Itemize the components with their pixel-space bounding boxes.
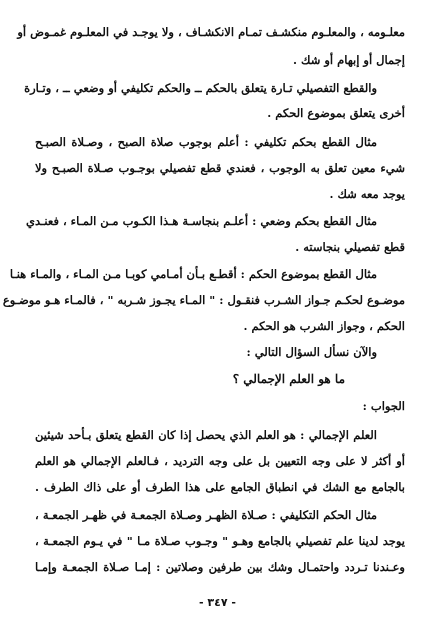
paragraph-line: أخرى يتعلق بموضوع الحكم .: [267, 106, 405, 120]
paragraph-line: بالجامع مع الشك في انطباق الجامع على هذا الطرف أو على ذاك الطرف .: [35, 480, 405, 494]
paragraph-line: يوجد لدينا علم تفصيلي بالجامع وهـو " وجـوب صـلاة مـا " في يـوم الجمعـة ،: [35, 534, 405, 548]
answer-label: الجواب :: [362, 399, 405, 413]
paragraph-line: شيء معين تعلق به الوجوب ، فعندي قطع تفصيلي بوجـوب صـلاة الصبـح ولا: [35, 161, 405, 175]
paragraph-line: والقطع التفصيلي تـارة يتعلق بالحكم ــ والحكم تكليفي أو وضعي ــ ، وتـارة: [24, 81, 377, 95]
paragraph-line: العلم الإجمالي : هو العلم الذي يحصل إذا كان القطع يتعلق بـأحد شيئين: [35, 428, 377, 442]
paragraph-line: مثال الحكم التكليفي : صـلاة الظهـر وصـلاة الجمعـة في ظهـر الجمعـة ،: [35, 508, 377, 522]
paragraph-line: يوجد معه شك .: [329, 187, 405, 201]
page-number: - ٣٤٧ -: [199, 596, 236, 609]
paragraph-line: إجمال أو إبهام أو شك .: [293, 53, 405, 67]
paragraph-line: مثال القطع بموضوع الحكم : أقطـع بـأن أمـامي كوبـا مـن المـاء ، والمـاء هنـا: [9, 267, 377, 281]
paragraph-line: أو أكثر لا على وجه التعيين بل على وجه الترديد ، فـالعلم الإجمالي هو العلم: [35, 454, 405, 468]
section-heading: ما هو العلم الإجمالي ؟: [232, 372, 345, 386]
paragraph-line: معلـومه ، والمعلـوم منكشـف تمـام الانكشـاف ، ولا يوجـد في المعلـوم غمـوض أو: [17, 25, 405, 39]
paragraph-line: الحكم ، وجواز الشرب هو الحكم .: [243, 319, 405, 333]
paragraph-line: موضـوع لحكـم جـواز الشـرب فنقـول : " المـاء يجـوز شـربه " ، فالمـاء هـو موضـوع: [2, 293, 405, 307]
paragraph-line: والآن نسأل السؤال التالي :: [246, 345, 377, 359]
paragraph-line: قطع تفصيلي بنجاسته .: [295, 240, 405, 254]
paragraph-line: مثال القطع بحكم وضعي : أعلـم بنجاسـة هـذا الكـوب مـن المـاء ، فعنـدي: [26, 214, 377, 228]
paragraph-line: مثال القطع بحكم تكليفي : أعلم بوجوب صلاة الصبح ، وصـلاة الصبـح: [35, 135, 377, 149]
paragraph-line: وعـندنا تـردد واحتمـال وشك بين طرفين وصلاتين : إمـا صـلاة الجمعـة وإمـا: [35, 560, 405, 574]
